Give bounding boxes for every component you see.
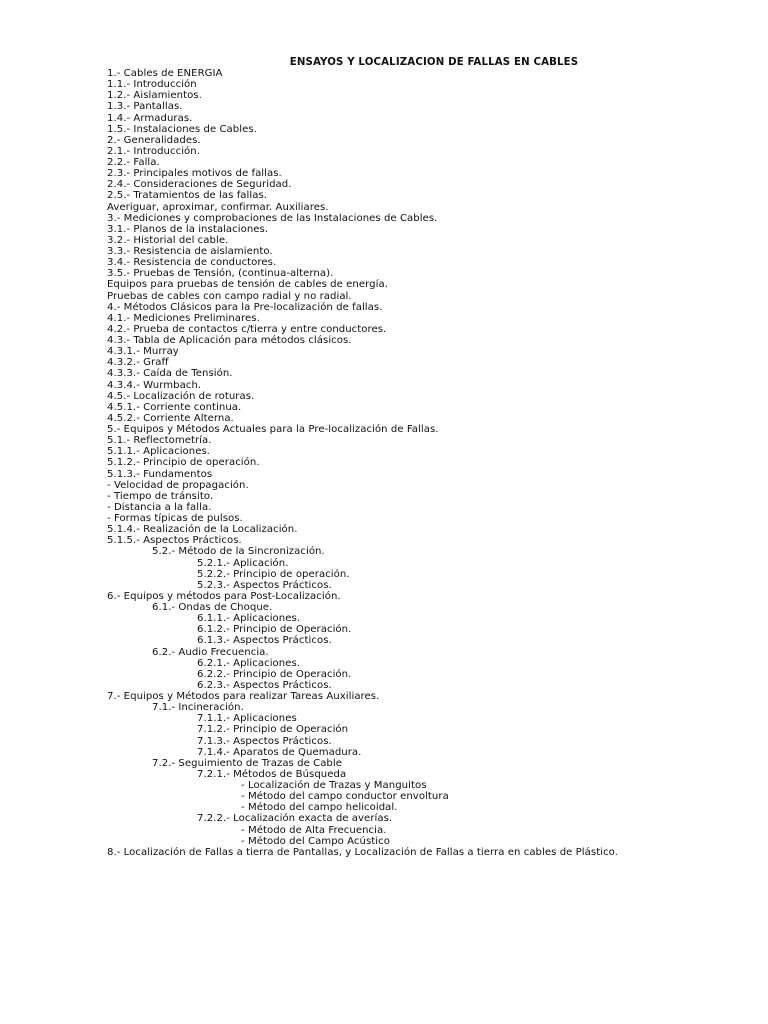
outline-line: 4.3.4.- Wurmbach. — [107, 379, 202, 391]
outline-line: 6.2.2.- Principio de Operación. — [197, 668, 352, 680]
outline-line: 1.- Cables de ENERGIA — [107, 68, 223, 79]
outline-line: 1.4.- Armaduras. — [107, 112, 193, 124]
outline-line: 1.2.- Aislamientos. — [107, 90, 202, 102]
outline-line: Equipos para pruebas de tensión de cables de energía. — [107, 279, 388, 291]
outline-line: 6.- Equipos y métodos para Post-Localización. — [107, 590, 341, 602]
outline-line: 5.2.2.- Principio de operación. — [197, 568, 350, 580]
outline-line: 3.2.- Historial del cable. — [107, 234, 229, 246]
outline-line: 4.3.1.- Murray — [107, 346, 179, 358]
outline-line: 5.2.1.- Aplicación. — [197, 557, 289, 569]
outline-line: - Método del Campo Acústico — [241, 835, 390, 847]
outline-line: 5.1.5.- Aspectos Prácticos. — [107, 535, 242, 547]
outline-line: - Método del campo conductor envoltura — [241, 791, 449, 803]
outline-line: 5.2.- Método de la Sincronización. — [152, 546, 325, 558]
outline-line: 5.2.3.- Aspectos Prácticos. — [197, 579, 332, 591]
outline-line: 7.2.1.- Métodos de Búsqueda — [197, 768, 347, 780]
outline-line: - Distancia a la falla. — [107, 501, 212, 513]
outline-line: 5.1.1.- Aplicaciones. — [107, 446, 211, 458]
outline-line: 3.5.- Pruebas de Tensión, (continua-alterna). — [107, 268, 334, 280]
outline-line: 4.1.- Mediciones Preliminares. — [107, 312, 260, 324]
outline-line: - Método del campo helicoidal. — [241, 802, 398, 814]
outline-line: 5.1.- Reflectometría. — [107, 435, 212, 447]
outline-line: 4.3.3.- Caída de Tensión. — [107, 368, 233, 380]
outline-line: 5.- Equipos y Métodos Actuales para la Pre-localización de Fallas. — [107, 424, 439, 435]
outline-line: 3.4.- Resistencia de conductores. — [107, 257, 277, 269]
outline-line: 3.3.- Resistencia de aislamiento. — [107, 246, 273, 257]
outline-line: 3.- Mediciones y comprobaciones de las Instalaciones de Cables. — [107, 212, 438, 224]
outline-line: 5.1.4.- Realización de la Localización. — [107, 524, 298, 536]
outline-line: 4.5.2.- Corriente Alterna. — [107, 412, 234, 424]
outline-line: 2.3.- Principales motivos de fallas. — [107, 168, 282, 180]
outline-line: 6.1.1.- Aplicaciones. — [197, 613, 301, 625]
outline-line: 1.5.- Instalaciones de Cables. — [107, 123, 257, 135]
outline-line: 4.- Métodos Clásicos para la Pre-localización de fallas. — [107, 301, 383, 313]
outline-line: 7.- Equipos y Métodos para realizar Tareas Auxiliares. — [107, 691, 380, 702]
outline-line: 3.1.- Planos de la instalaciones. — [107, 223, 269, 235]
outline-line: 2.4.- Consideraciones de Seguridad. — [107, 179, 292, 191]
outline-line: 7.1.1.- Aplicaciones — [197, 713, 297, 725]
outline-line: 6.2.3.- Aspectos Prácticos. — [197, 679, 332, 691]
outline-line: 5.1.3.- Fundamentos — [107, 468, 213, 480]
outline-list — [107, 68, 757, 858]
outline-line: - Método de Alta Frecuencia. — [241, 824, 387, 836]
outline-line: 4.3.- Tabla de Aplicación para métodos clásicos. — [107, 335, 352, 346]
outline-line: 4.3.2.- Graff — [107, 357, 169, 369]
outline-line: 6.2.- Audio Frecuencia. — [152, 646, 269, 658]
outline-line: - Tiempo de tránsito. — [107, 490, 214, 502]
outline-line: 6.1.3.- Aspectos Prácticos. — [197, 635, 332, 647]
outline-line: 7.1.3.- Aspectos Prácticos. — [197, 735, 332, 747]
outline-line: 4.2.- Prueba de contactos c/tierra y entre conductores. — [107, 323, 387, 335]
outline-line: 7.2.- Seguimiento de Trazas de Cable — [152, 757, 342, 769]
outline-line: 1.1.- Introducción — [107, 79, 197, 91]
outline-line: Averiguar, aproximar, confirmar. Auxiliares. — [107, 201, 329, 213]
outline-line: - Localización de Trazas y Manguitos — [241, 780, 427, 791]
document-title: ENSAYOS Y LOCALIZACION DE FALLAS EN CABLES — [289, 57, 579, 68]
outline-line: 4.5.- Localización de roturas. — [107, 390, 255, 402]
outline-line: 2.- Generalidades. — [107, 134, 201, 146]
outline-line: 6.1.- Ondas de Choque. — [152, 602, 273, 613]
outline-line: 6.2.1.- Aplicaciones. — [197, 657, 301, 669]
outline-line: - Velocidad de propagación. — [107, 479, 249, 491]
outline-line: 6.1.2.- Principio de Operación. — [197, 624, 352, 636]
outline-line: 2.2.- Falla. — [107, 157, 160, 168]
outline-line: 7.1.2.- Principio de Operación — [197, 724, 349, 736]
outline-line: 2.1.- Introducción. — [107, 145, 200, 157]
outline-line: Pruebas de cables con campo radial y no radial. — [107, 290, 352, 302]
outline-line: 4.5.1.- Corriente continua. — [107, 401, 242, 413]
outline-line: 1.3.- Pantallas. — [107, 101, 183, 113]
outline-line: 7.1.4.- Aparatos de Quemadura. — [197, 746, 362, 758]
outline-line: 2.5.- Tratamientos de las fallas. — [107, 190, 268, 202]
outline-line: 7.2.2.- Localización exacta de averías. — [197, 813, 393, 825]
outline-line: 8.- Localización de Fallas a tierra de Pantallas, y Localización de Fallas a tierra en cables de Plástico. — [107, 846, 618, 858]
outline-line: 7.1.- Incineración. — [152, 702, 244, 714]
outline-line: 5.1.2.- Principio de operación. — [107, 457, 260, 469]
outline-line: - Formas típicas de pulsos. — [107, 513, 243, 524]
